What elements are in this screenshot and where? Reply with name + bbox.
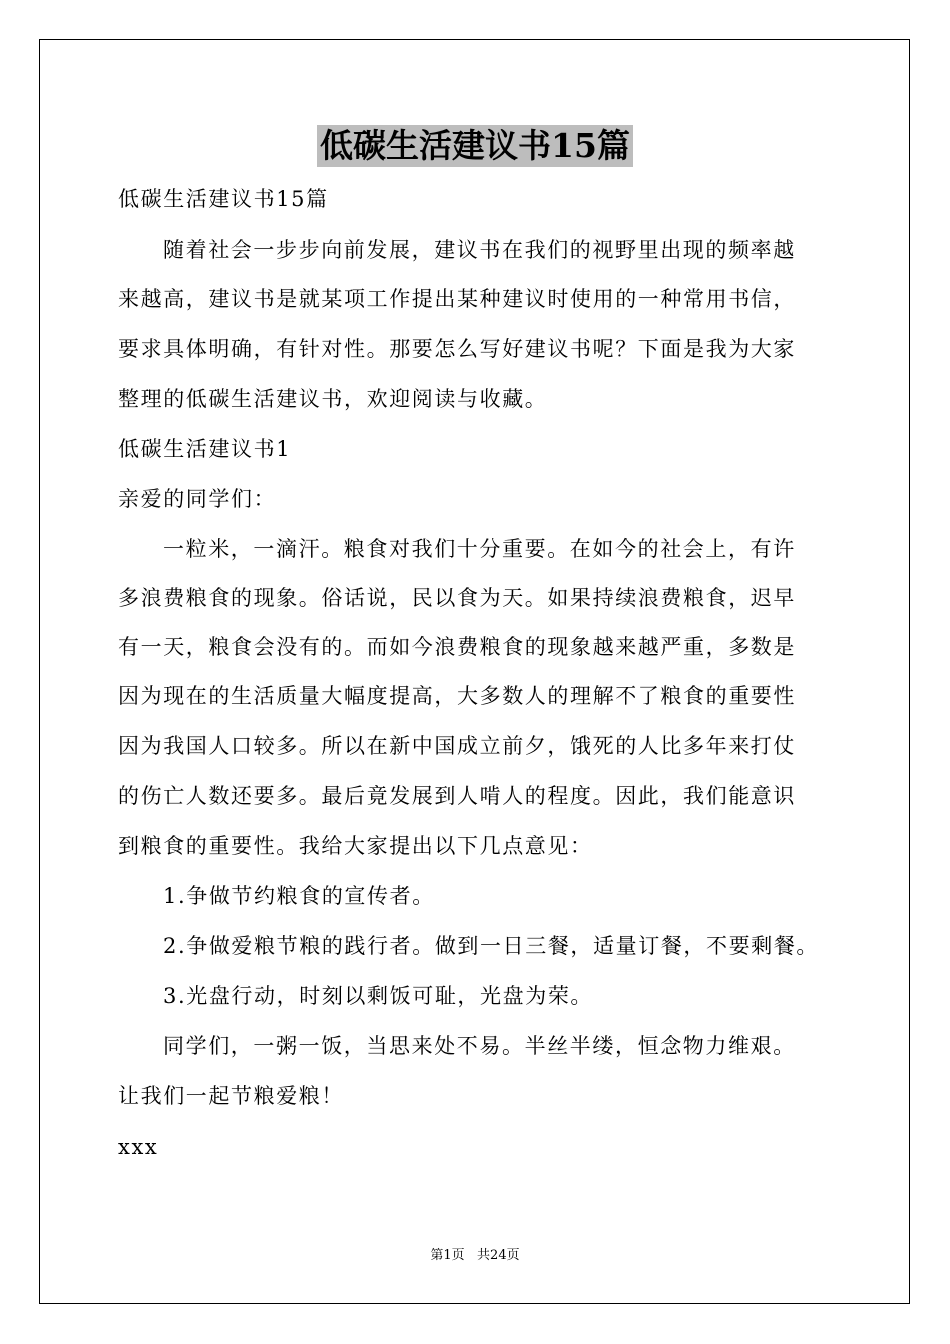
paragraph-line: 一粒米，一滴汗。粮食对我们十分重要。在如今的社会上，有许 bbox=[163, 537, 796, 561]
list-item: 3.光盘行动，时刻以剩饭可耻，光盘为荣。 bbox=[163, 984, 594, 1008]
section-heading: 低碳生活建议书1 bbox=[118, 437, 292, 461]
paragraph-line: 同学们，一粥一饭，当思来处不易。半丝半缕，恒念物力维艰。 bbox=[163, 1034, 796, 1058]
paragraph-line: 来越高，建议书是就某项工作提出某种建议时使用的一种常用书信， bbox=[118, 287, 796, 311]
page-footer: 第1页 共24页 bbox=[430, 1248, 520, 1263]
list-item: 2.争做爱粮节粮的践行者。做到一日三餐，适量订餐，不要剩餐。 bbox=[163, 934, 820, 958]
paragraph-line: 因为现在的生活质量大幅度提高，大多数人的理解不了粮食的重要性 bbox=[118, 684, 796, 708]
paragraph-line: 多浪费粮食的现象。俗话说，民以食为天。如果持续浪费粮食，迟早 bbox=[118, 586, 796, 610]
paragraph-line: 整理的低碳生活建议书，欢迎阅读与收藏。 bbox=[118, 387, 548, 411]
paragraph-line: 到粮食的重要性。我给大家提出以下几点意见： bbox=[118, 834, 593, 858]
paragraph-line: 让我们一起节粮爱粮！ bbox=[118, 1084, 344, 1108]
document-title: 低碳生活建议书15篇 bbox=[317, 125, 633, 167]
paragraph-line: 因为我国人口较多。所以在新中国成立前夕，饿死的人比多年来打仗 bbox=[118, 734, 796, 758]
salutation: 亲爱的同学们： bbox=[118, 487, 277, 511]
paragraph-line: 有一天，粮食会没有的。而如今浪费粮食的现象越来越严重，多数是 bbox=[118, 635, 796, 659]
document-title-container bbox=[0, 125, 950, 167]
paragraph-line: 随着社会一步步向前发展，建议书在我们的视野里出现的频率越 bbox=[163, 238, 796, 262]
paragraph-line: 要求具体明确，有针对性。那要怎么写好建议书呢？下面是我为大家 bbox=[118, 337, 796, 361]
signature: xxx bbox=[118, 1135, 159, 1159]
list-item: 1.争做节约粮食的宣传者。 bbox=[163, 884, 435, 908]
subtitle-line: 低碳生活建议书15篇 bbox=[118, 187, 329, 211]
paragraph-line: 的伤亡人数还要多。最后竟发展到人啃人的程度。因此，我们能意识 bbox=[118, 784, 796, 808]
page-border bbox=[39, 39, 910, 1304]
